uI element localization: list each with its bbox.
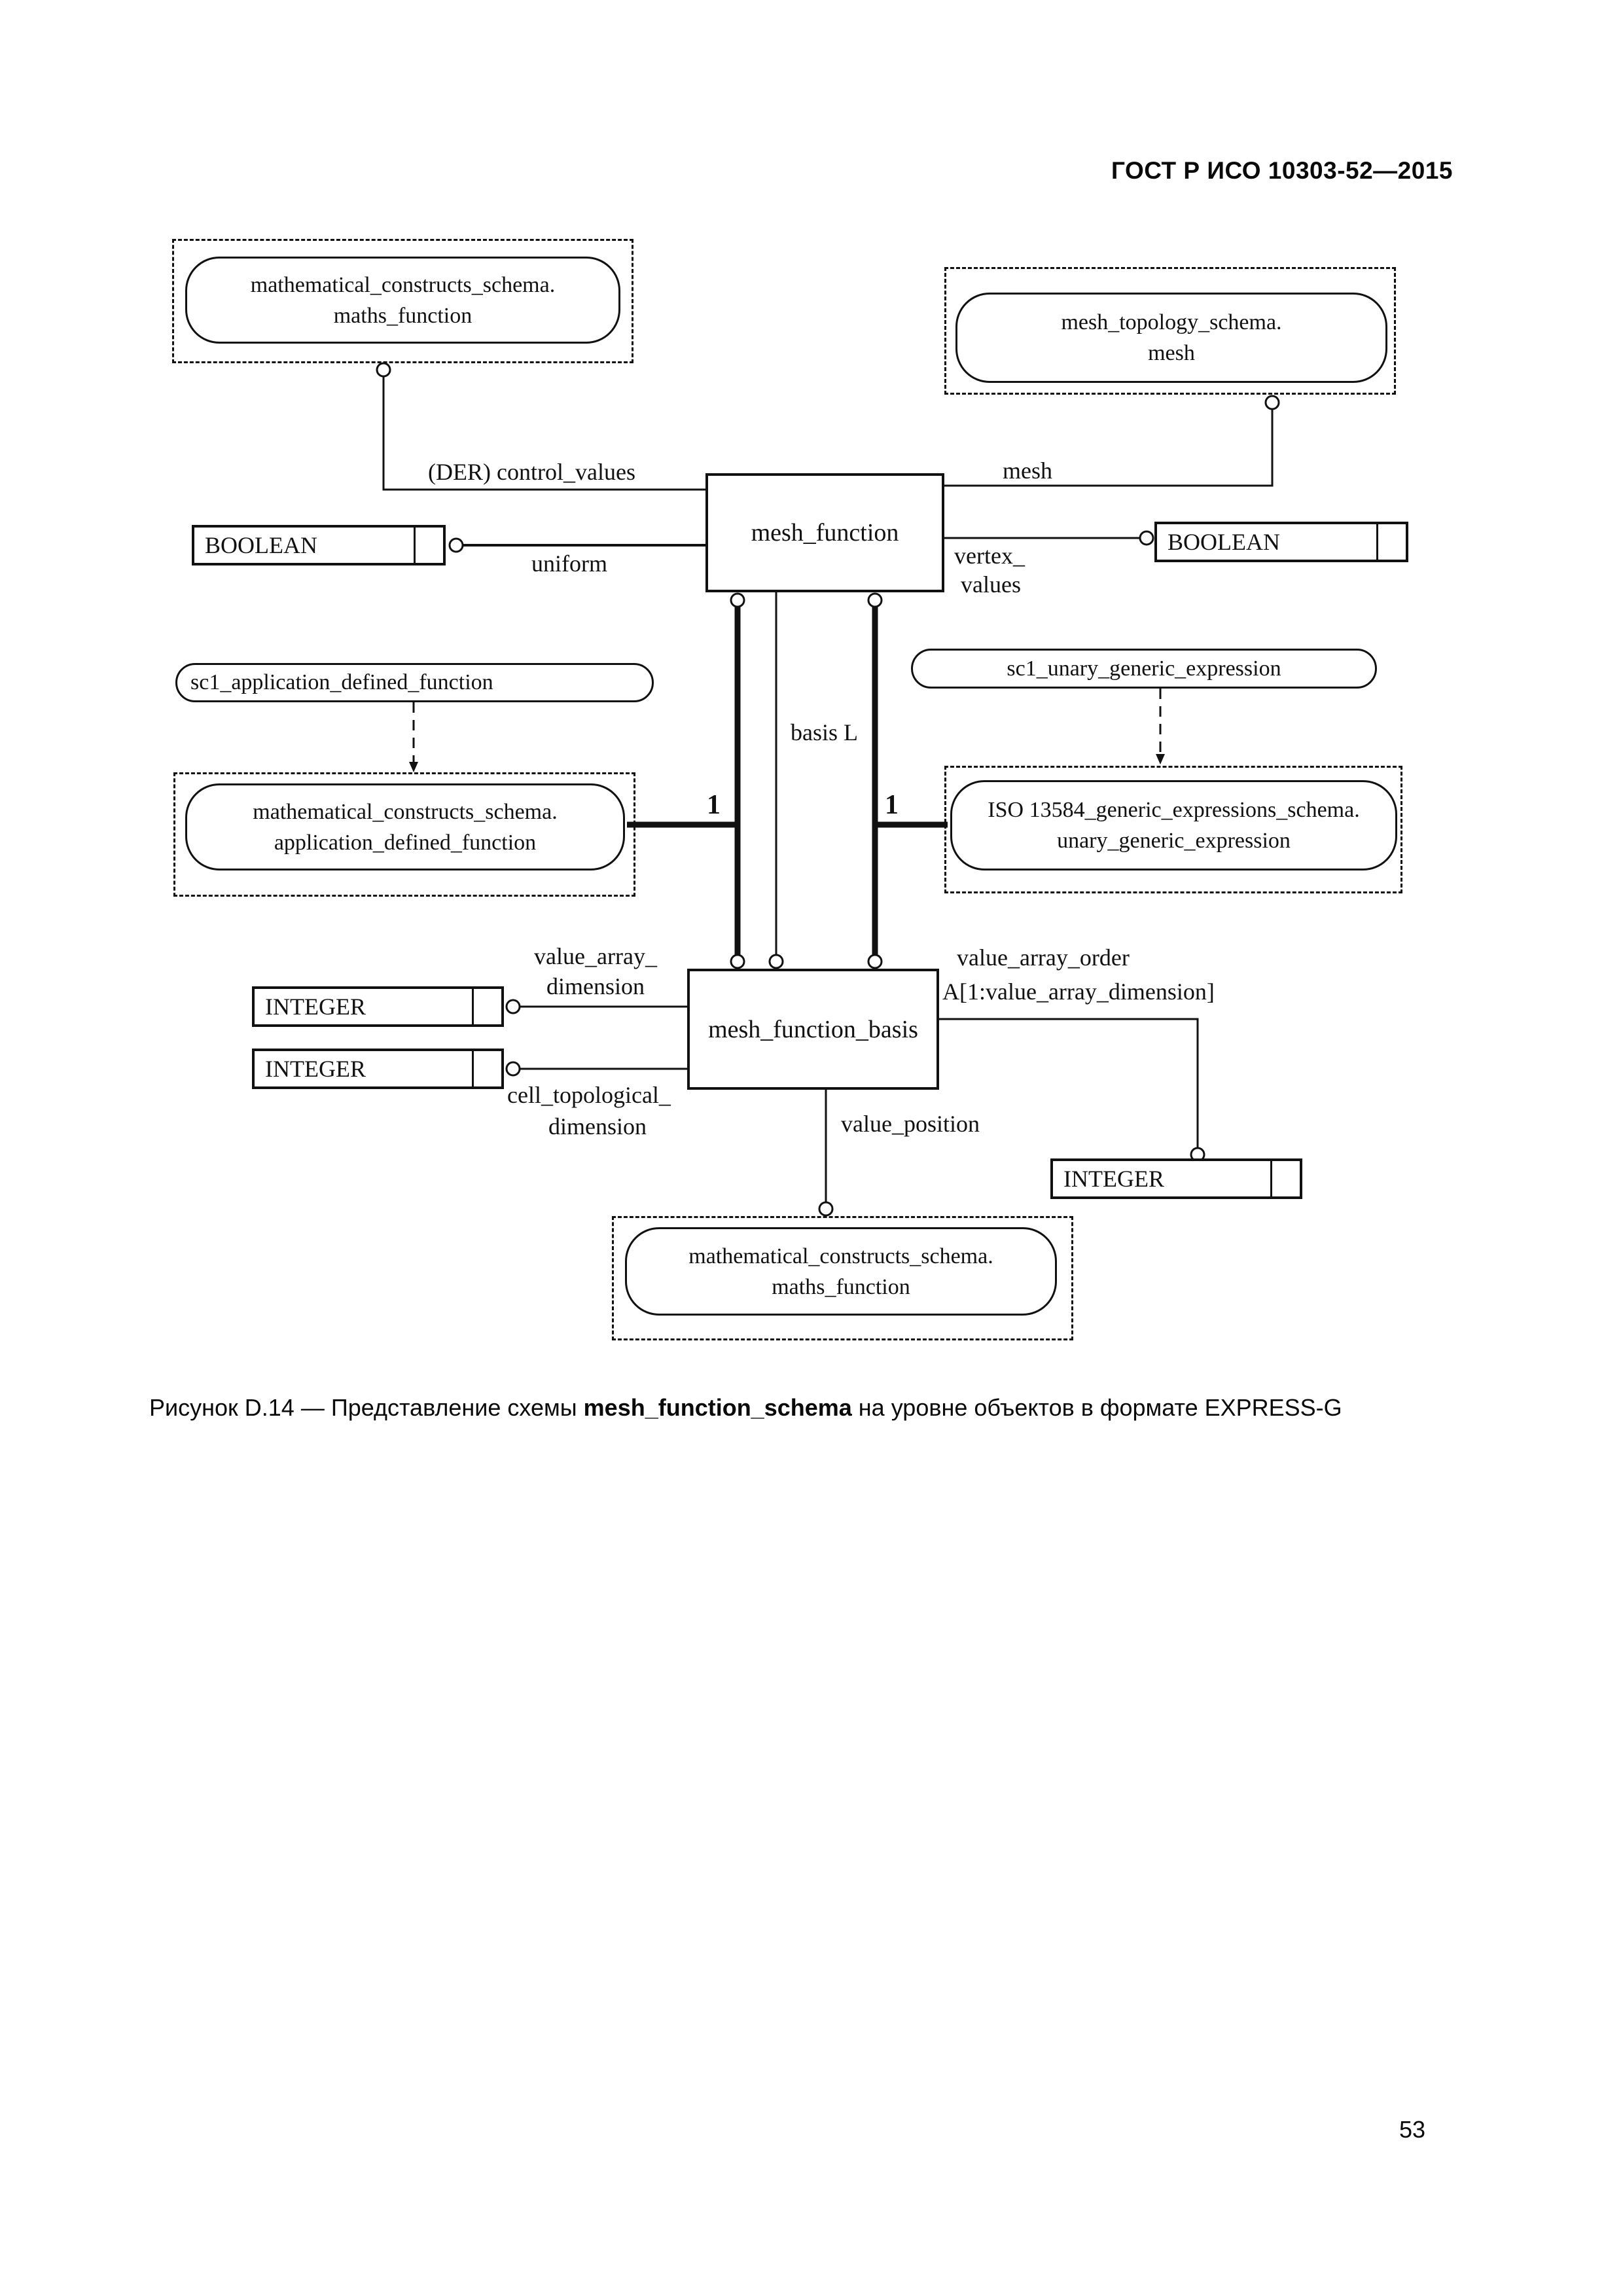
schema-ref-sc1-application-defined-function	[175, 663, 654, 702]
node-label-line1: ISO 13584_generic_expressions_schema.	[988, 798, 1360, 822]
type-integer-cell-topological-dimension	[252, 1049, 504, 1089]
label-basis: basis L	[791, 719, 858, 745]
relation-circle	[450, 539, 463, 552]
node-label-line2: maths_function	[772, 1274, 910, 1299]
node-maths-function-top	[185, 257, 620, 344]
label-value-position: value_position	[841, 1111, 980, 1137]
node-label-line1: mathematical_constructs_schema.	[250, 272, 556, 297]
type-boolean-right	[1154, 522, 1408, 562]
relation-circle	[868, 955, 882, 968]
relation-circle	[507, 1000, 520, 1013]
cell-topological-dimension-line	[507, 1062, 687, 1075]
label-value-array-order-line2: A[1:value_array_dimension]	[942, 978, 1215, 1005]
simple-type-divider	[472, 989, 474, 1024]
label-vertex-values-line1: vertex_	[954, 543, 1025, 569]
figure-caption-label: Рисунок D.14 —	[149, 1394, 331, 1421]
label-value-array-dimension-line1: value_array_	[534, 943, 657, 969]
entity-label: mesh_function	[751, 519, 899, 547]
node-mesh-topology	[955, 293, 1387, 383]
entity-mesh-function-basis	[687, 969, 939, 1090]
entity-label: mesh_function_basis	[708, 1015, 918, 1043]
relation-circle	[770, 955, 783, 968]
mesh-line	[944, 396, 1279, 486]
node-label-line2: unary_generic_expression	[1057, 829, 1291, 853]
relation-circle	[1140, 531, 1153, 545]
type-integer-value-array-dimension	[252, 986, 504, 1027]
type-integer-value-array-order	[1050, 1158, 1302, 1199]
arrowhead-icon	[1156, 754, 1165, 764]
node-unary-generic-expression	[950, 780, 1397, 870]
simple-type-divider	[1270, 1161, 1272, 1196]
relation-circle	[819, 1202, 832, 1215]
figure-caption-text-after: на уровне объектов в формате EXPRESS-G	[851, 1394, 1342, 1421]
relation-circle	[868, 594, 882, 607]
page-number: 53	[1399, 2116, 1426, 2143]
figure-caption	[149, 1394, 1342, 1422]
node-application-defined-function	[185, 783, 625, 870]
label-mesh: mesh	[1003, 457, 1052, 484]
label-cell-topological-line1: cell_topological_	[507, 1082, 671, 1108]
label-value-array-order-line1: value_array_order	[957, 944, 1130, 971]
type-label: BOOLEAN	[205, 532, 317, 558]
basis-line	[770, 592, 783, 968]
type-label: INTEGER	[265, 994, 366, 1020]
label-control-values: (DER) control_values	[428, 459, 635, 485]
type-boolean-left	[192, 525, 446, 565]
label-value-array-dimension-line2: dimension	[546, 973, 645, 999]
value-array-dimension-line	[507, 1000, 687, 1013]
subtype-line-left	[731, 594, 744, 968]
label-cell-topological-line2: dimension	[548, 1113, 647, 1139]
value-array-order-line	[939, 1019, 1204, 1161]
type-label: BOOLEAN	[1168, 529, 1280, 555]
schema-ref-label: sc1_application_defined_function	[190, 670, 493, 694]
simple-type-divider	[414, 528, 416, 563]
node-label-line1: mathematical_constructs_schema.	[253, 799, 558, 824]
label-one-right: 1	[885, 790, 899, 820]
relation-circle	[731, 955, 744, 968]
simple-type-divider	[1376, 524, 1378, 560]
entity-mesh-function	[705, 473, 944, 592]
subtype-line-right	[868, 594, 882, 968]
relation-circle	[731, 594, 744, 607]
figure-caption-schema-name: mesh_function_schema	[583, 1394, 852, 1421]
arrowhead-icon	[409, 762, 418, 772]
figure-caption-text-before: Представление схемы	[330, 1394, 584, 1421]
schema-ref-connector-left	[409, 702, 418, 772]
relation-circle	[1266, 396, 1279, 409]
node-label-line2: application_defined_function	[274, 830, 537, 855]
page-header: ГОСТ Р ИСО 10303-52—2015	[1111, 157, 1453, 184]
type-label: INTEGER	[265, 1056, 366, 1082]
relation-circle	[507, 1062, 520, 1075]
node-maths-function-bottom	[625, 1227, 1057, 1316]
node-label-line1: mathematical_constructs_schema.	[688, 1244, 993, 1268]
schema-ref-connector-right	[1156, 689, 1165, 764]
value-position-line	[819, 1090, 832, 1215]
node-label-line2: maths_function	[333, 303, 473, 328]
schema-ref-label: sc1_unary_generic_expression	[1007, 656, 1281, 681]
type-label: INTEGER	[1063, 1166, 1164, 1192]
label-vertex-values-line2: values	[961, 571, 1021, 598]
simple-type-divider	[472, 1051, 474, 1086]
label-uniform: uniform	[531, 550, 607, 577]
schema-ref-sc1-unary-generic-expression	[911, 649, 1377, 689]
node-label-line1: mesh_topology_schema.	[1061, 310, 1282, 334]
label-one-left: 1	[707, 790, 721, 820]
relation-circle	[377, 363, 390, 376]
node-label-line2: mesh	[1148, 341, 1195, 365]
